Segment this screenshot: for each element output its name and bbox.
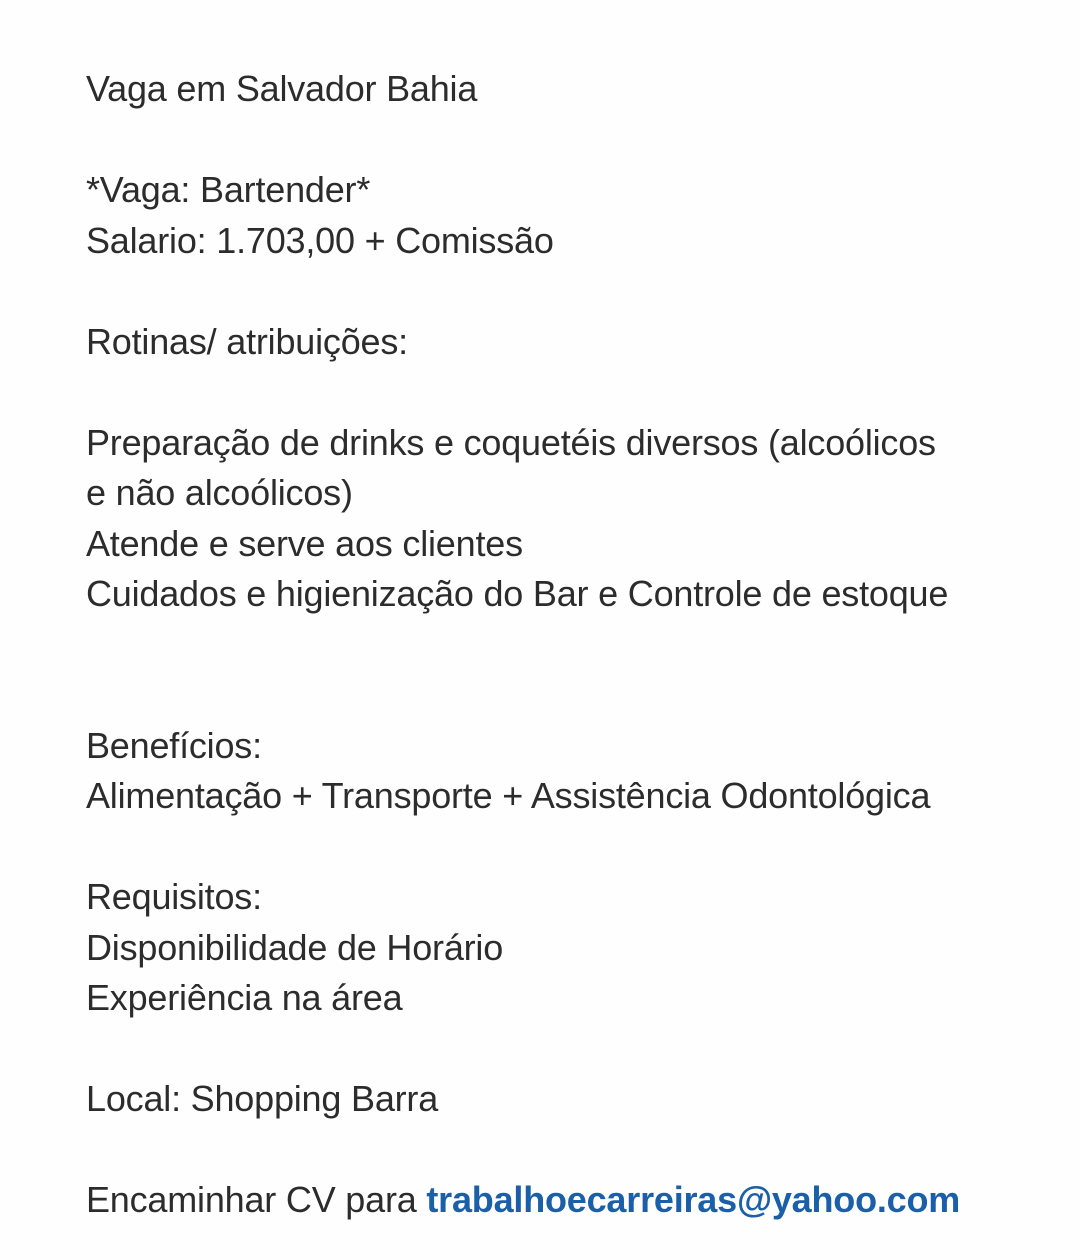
job-salary: Salario: 1.703,00 + Comissão [86, 219, 554, 261]
post-title: Vaga em Salvador Bahia [86, 68, 478, 109]
duty-item: Atende e serve aos clientes [86, 522, 523, 564]
duty-item: e não alcoólicos) [86, 472, 353, 513]
benefits-heading: Benefícios: [86, 724, 262, 766]
spacer [86, 620, 1046, 721]
duty-item: Preparação de drinks e coquetéis diversos (alcoólicos [86, 421, 936, 463]
spacer [86, 1125, 1046, 1176]
job-position: *Vaga: Bartender* [86, 169, 371, 210]
requirement-item: Experiência na área [86, 977, 403, 1018]
cv-prefix: Encaminhar CV para [86, 1179, 427, 1220]
spacer [86, 115, 1046, 166]
spacer [86, 822, 1046, 873]
cv-instruction [86, 1175, 1046, 1226]
requirements-heading: Requisitos: [86, 876, 262, 917]
spacer [86, 1024, 1046, 1075]
requirement-item: Disponibilidade de Horário [86, 926, 504, 968]
spacer [86, 367, 1046, 418]
duties-heading: Rotinas/ atribuições: [86, 320, 408, 362]
job-location: Local: Shopping Barra [86, 1078, 439, 1119]
job-post [86, 64, 1046, 1226]
spacer [86, 266, 1046, 317]
benefits-list: Alimentação + Transporte + Assistência Odontológica [86, 775, 931, 816]
duty-item: Cuidados e higienização do Bar e Controle de estoque [86, 573, 949, 614]
cv-email-link[interactable]: trabalhoecarreiras@yahoo.com [426, 1179, 961, 1220]
